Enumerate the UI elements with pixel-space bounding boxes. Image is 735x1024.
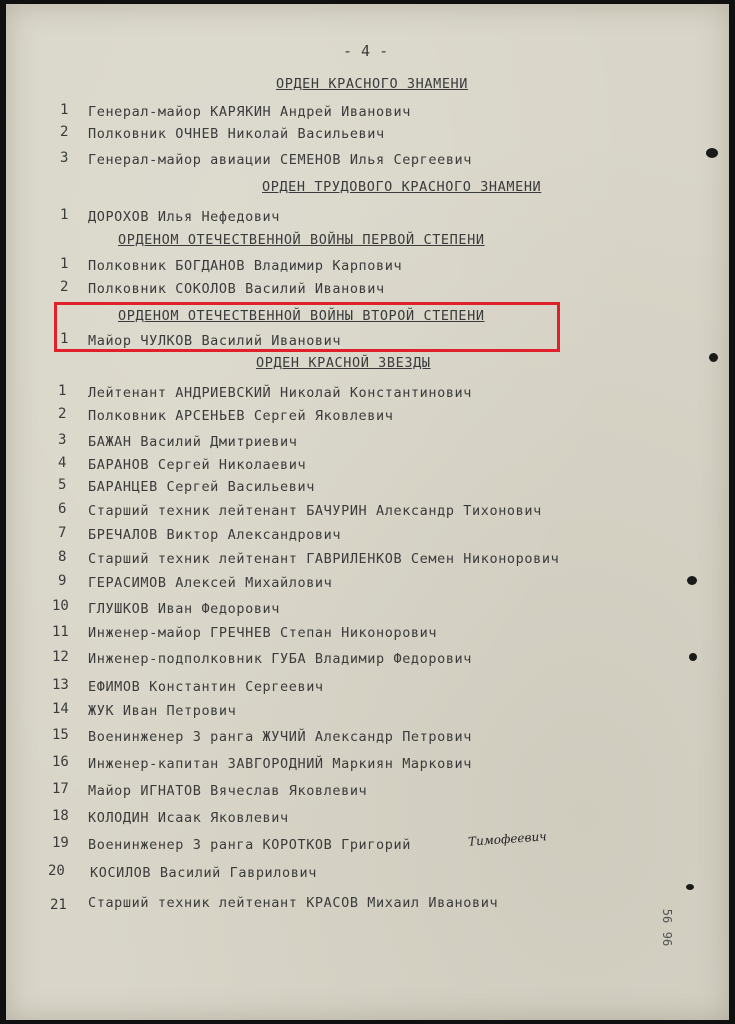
entry-text: Майор ИГНАТОВ Вячеслав Яковлевич (88, 783, 368, 799)
entry-number: 1 (60, 331, 69, 347)
entry-number: 15 (52, 727, 69, 743)
entry-text: БАРАНЦЕВ Сергей Васильевич (88, 479, 315, 495)
entry-text: КОЛОДИН Исаак Яковлевич (88, 810, 289, 826)
entry-number: 18 (52, 808, 69, 824)
entry-number: 9 (58, 573, 67, 589)
entry-text: КОСИЛОВ Василий Гаврилович (90, 865, 317, 881)
section-title: ОРДЕНОМ ОТЕЧЕСТВЕННОЙ ВОЙНЫ ПЕРВОЙ СТЕПЕНИ (118, 232, 485, 248)
entry-text: БАРАНОВ Сергей Николаевич (88, 457, 307, 473)
entry-text: Полковник СОКОЛОВ Василий Иванович (88, 281, 385, 297)
entry-number: 2 (58, 406, 67, 422)
entry-text: ЖУК Иван Петрович (88, 703, 237, 719)
entry-text: Полковник ОЧНЕВ Николай Васильевич (88, 126, 385, 142)
entry-text: Старший техник лейтенант ГАВРИЛЕНКОВ Семен Никонорович (88, 551, 560, 567)
punch-hole (706, 148, 718, 158)
entry-number: 3 (60, 150, 69, 166)
entry-text: Майор ЧУЛКОВ Василий Иванович (88, 333, 342, 349)
entry-number: 6 (58, 501, 67, 517)
entry-number: 1 (60, 256, 69, 272)
entry-text: Инженер-капитан ЗАВГОРОДНИЙ Маркиян Маркович (88, 756, 473, 772)
section-title: ОРДЕН ТРУДОВОГО КРАСНОГО ЗНАМЕНИ (262, 179, 542, 195)
entry-text: Инженер-подполковник ГУБА Владимир Федорович (88, 651, 473, 667)
entry-text: БАЖАН Василий Дмитриевич (88, 434, 298, 450)
entry-text: ГЕРАСИМОВ Алексей Михайлович (88, 575, 333, 591)
entry-number: 20 (48, 863, 65, 879)
entry-number: 4 (58, 455, 67, 471)
punch-hole (709, 353, 718, 362)
page-number: - 4 - (343, 42, 389, 60)
handwritten-note: Тимофеевич (467, 829, 548, 849)
punch-hole (686, 884, 694, 890)
entry-text: Генерал-майор авиации СЕМЕНОВ Илья Сергеевич (88, 152, 473, 168)
entry-text: Старший техник лейтенант КРАСОВ Михаил Иванович (88, 895, 499, 911)
entry-number: 7 (58, 525, 67, 541)
document-page (6, 4, 729, 1020)
entry-number: 12 (52, 649, 69, 665)
entry-number: 1 (58, 383, 67, 399)
entry-number: 16 (52, 754, 69, 770)
entry-number: 3 (58, 432, 67, 448)
margin-mark: 56 (660, 908, 675, 924)
entry-number: 1 (60, 207, 69, 223)
section-title: ОРДЕНОМ ОТЕЧЕСТВЕННОЙ ВОЙНЫ ВТОРОЙ СТЕПЕНИ (118, 308, 485, 324)
entry-number: 10 (52, 598, 69, 614)
entry-number: 2 (60, 124, 69, 140)
margin-mark: 96 (660, 931, 675, 947)
entry-number: 5 (58, 477, 67, 493)
entry-text: Военинженер 3 ранга ЖУЧИЙ Александр Петрович (88, 729, 473, 745)
entry-text: Инженер-майор ГРЕЧНЕВ Степан Никонорович (88, 625, 438, 641)
section-title: ОРДЕН КРАСНОЙ ЗВЕЗДЫ (256, 355, 431, 371)
entry-number: 1 (60, 102, 69, 118)
entry-text: Лейтенант АНДРИЕВСКИЙ Николай Константинович (88, 385, 473, 401)
entry-text: Старший техник лейтенант БАЧУРИН Александр Тихонович (88, 503, 542, 519)
section-title: ОРДЕН КРАСНОГО ЗНАМЕНИ (276, 76, 469, 92)
entry-number: 21 (50, 897, 67, 913)
punch-hole (689, 653, 697, 661)
entry-number: 8 (58, 549, 67, 565)
entry-number: 14 (52, 701, 69, 717)
entry-text: Генерал-майор КАРЯКИН Андрей Иванович (88, 104, 411, 120)
entry-number: 11 (52, 624, 69, 640)
entry-text: ДОРОХОВ Илья Нефедович (88, 209, 281, 225)
entry-number: 17 (52, 781, 69, 797)
entry-text: Полковник АРСЕНЬЕВ Сергей Яковлевич (88, 408, 394, 424)
entry-text: БРЕЧАЛОВ Виктор Александрович (88, 527, 342, 543)
entry-number: 13 (52, 677, 69, 693)
entry-text: Военинженер 3 ранга КОРОТКОВ Григорий (88, 837, 411, 853)
entry-text: ЕФИМОВ Константин Сергеевич (88, 679, 324, 695)
entry-text: Полковник БОГДАНОВ Владимир Карпович (88, 258, 403, 274)
entry-number: 19 (52, 835, 69, 851)
punch-hole (687, 576, 697, 585)
entry-number: 2 (60, 279, 69, 295)
entry-text: ГЛУШКОВ Иван Федорович (88, 601, 281, 617)
